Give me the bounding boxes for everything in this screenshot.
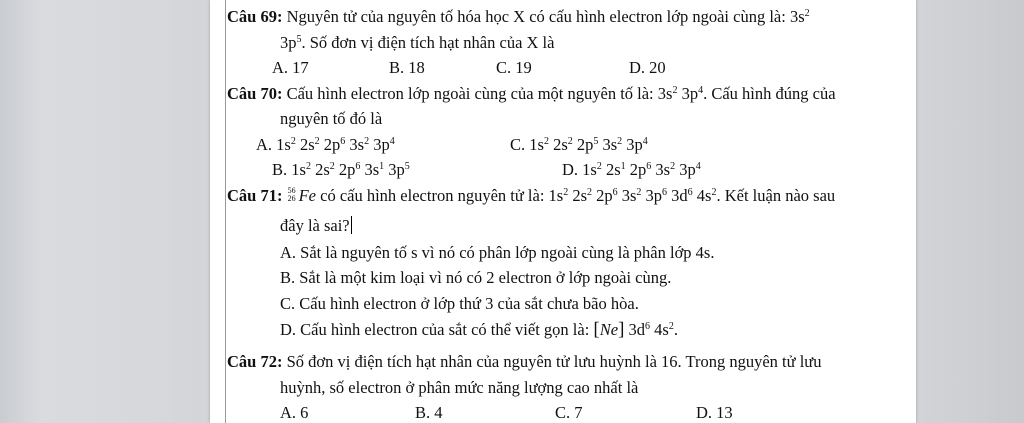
orbital-term: 2p: [576, 135, 594, 154]
orbital-term: 3d: [671, 186, 688, 205]
q72-option-a: A. 6: [280, 403, 309, 422]
q70-option-c: [510, 135, 648, 155]
element-symbol: Fe: [298, 186, 316, 205]
q72-option-b: B. 4: [415, 403, 443, 422]
q72-option-c: C. 7: [555, 403, 583, 422]
q69-text: Nguyên tử của nguyên tố hóa học X có cấu hình electron lớp ngoài cùng là: 3s: [282, 7, 805, 26]
orbital-term: 3s: [349, 135, 365, 154]
orbital-term: 1s: [291, 160, 306, 179]
orbital-term: 3p: [626, 135, 643, 154]
option-prefix: C.: [510, 135, 530, 154]
orbital-term: 2p: [338, 160, 356, 179]
orbital-electrons: 2: [543, 136, 549, 147]
orbital-term: 2s: [299, 135, 315, 154]
orbital-electrons: 2: [587, 187, 592, 198]
orbital-electrons: 2: [711, 187, 717, 198]
isotope-atomic-number: 26: [287, 194, 296, 203]
q71-option-b: B. Sắt là một kim loại vì nó có 2 electron ở lớp ngoài cùng.: [280, 268, 672, 287]
orbital-electrons: 2: [364, 136, 370, 147]
orbital-term: 3s: [364, 160, 380, 179]
q72-text: Số đơn vị điện tích hạt nhân của nguyên tử lưu huỳnh là 16. Trong nguyên tử lưu: [282, 352, 822, 371]
orbital-electrons: 1: [379, 161, 385, 172]
q70-option-b: [272, 160, 410, 180]
orbital-electrons: 2: [563, 187, 569, 198]
q70-line2: nguyên tố đó là: [280, 109, 383, 128]
q71-label: Câu 71:: [227, 186, 283, 205]
q72-label: Câu 72:: [227, 352, 283, 371]
orbital-electrons: 5: [404, 161, 410, 172]
orbital-term: 2p: [323, 135, 341, 154]
q72-option-d: D. 13: [696, 403, 733, 422]
orbital-electrons: 2: [314, 136, 320, 147]
orbital-term: 2p: [596, 186, 613, 205]
orbital-term: 3p: [373, 135, 390, 154]
q70-option-a: [256, 135, 395, 155]
q71-text-b: . Kết luận nào sau: [716, 186, 836, 205]
orbital-electrons: 6: [687, 187, 693, 198]
orbital-term: 3p: [388, 160, 405, 179]
orbital-electrons: 1: [620, 161, 626, 172]
q69-sup2: 5: [296, 34, 302, 45]
q70-line1: [227, 84, 836, 104]
q69-option-c: C. 19: [496, 58, 532, 77]
q70-text-b: 3p: [677, 84, 699, 103]
orbital-electrons: 6: [355, 161, 361, 172]
orbital-electrons: 2: [670, 161, 676, 172]
q69-text2: . Số đơn vị điện tích hạt nhân của X là: [301, 33, 555, 52]
orbital-term: 2s: [572, 186, 587, 205]
orbital-term: 4s: [696, 186, 712, 205]
orbital-term: 3s: [655, 160, 671, 179]
q69-line2: [280, 33, 554, 53]
q69-option-d: D. 20: [629, 58, 666, 77]
q71-option-c: C. Cấu hình electron ở lớp thứ 3 của sắt chưa bão hòa.: [280, 294, 639, 313]
orbital-term: 1s: [548, 186, 564, 205]
q71-text-a: có cấu hình electron nguyên tử là:: [316, 186, 549, 205]
orbital-electrons: 6: [645, 321, 651, 332]
q72-line2: huỳnh, số electron ở phân mức năng lượng cao nhất là: [280, 378, 639, 397]
q69-line1: [227, 7, 810, 27]
orbital-electrons: 6: [662, 187, 668, 198]
orbital-electrons: 2: [329, 161, 335, 172]
orbital-electrons: 2: [668, 321, 674, 332]
orbital-term: 1s: [276, 135, 291, 154]
orbital-term: 3p: [679, 160, 696, 179]
q70-option-d: [562, 160, 701, 180]
orbital-electrons: 6: [646, 161, 652, 172]
isotope-notation: [287, 187, 299, 203]
orbital-electrons: 2: [567, 136, 573, 147]
q69-option-b: B. 18: [389, 58, 425, 77]
q69-label: Câu 69:: [227, 7, 283, 26]
q70-sup2: 4: [698, 85, 704, 96]
orbital-electrons: 2: [596, 161, 602, 172]
orbital-term: 1s: [582, 160, 597, 179]
q72-line1: [227, 352, 821, 372]
q70-sup1: 2: [672, 85, 678, 96]
orbital-electrons: 6: [612, 187, 618, 198]
q71-optd-text: D. Cấu hình electron của sắt có thể viết gọn là:: [280, 320, 594, 339]
q70-text-c: . Cấu hình đúng của: [703, 84, 836, 103]
orbital-term: 3s: [621, 186, 637, 205]
page-margin-guide: [225, 0, 226, 423]
orbital-term: 3d: [628, 320, 646, 339]
q71-option-d: D. Cấu hình electron của sắt có thể viết gọn là: [Ne] $3d^6$ $4s^2$.: [280, 319, 678, 340]
orbital-term: 4s: [654, 320, 669, 339]
bracket-close: ]: [618, 319, 625, 340]
window-background-right: [916, 0, 1024, 423]
q71-configuration: [549, 186, 717, 205]
q70-text-a: Cấu hình electron lớp ngoài cùng của một nguyên tố là: 3s: [282, 84, 673, 103]
orbital-electrons: 4: [642, 136, 648, 147]
q71-line1: [227, 186, 835, 206]
isotope-mass: 56: [287, 186, 296, 195]
bracket-open: [: [593, 319, 600, 340]
orbital-electrons: 2: [636, 187, 642, 198]
q69-term: 3p: [280, 33, 297, 52]
noble-gas-core: Ne: [599, 320, 619, 339]
orbital-electrons: 6: [340, 136, 346, 147]
option-prefix: D.: [562, 160, 583, 179]
orbital-term: 2p: [629, 160, 647, 179]
orbital-term: 2s: [553, 135, 568, 154]
option-prefix: B.: [272, 160, 292, 179]
option-prefix: A.: [256, 135, 277, 154]
q71-option-a: A. Sắt là nguyên tố s vì nó có phân lớp ngoài cùng là phân lớp 4s.: [280, 243, 715, 262]
orbital-electrons: 2: [617, 136, 623, 147]
orbital-term: 2s: [315, 160, 330, 179]
q69-sup: 2: [804, 8, 810, 19]
q71-text2: đây là sai?: [280, 216, 350, 235]
orbital-term: 3p: [645, 186, 663, 205]
orbital-electrons: 5: [593, 136, 599, 147]
orbital-term: 1s: [529, 135, 544, 154]
q70-label: Câu 70:: [227, 84, 283, 103]
orbital-electrons: 4: [695, 161, 701, 172]
text-cursor: [351, 216, 352, 234]
orbital-electrons: 2: [290, 136, 296, 147]
q71-line2: [280, 216, 352, 236]
q69-option-a: A. 17: [272, 58, 309, 77]
orbital-electrons: 2: [305, 161, 311, 172]
orbital-electrons: 4: [389, 136, 395, 147]
orbital-term: 2s: [605, 160, 621, 179]
orbital-term: 3s: [602, 135, 618, 154]
q71-optd-config: [629, 320, 674, 339]
